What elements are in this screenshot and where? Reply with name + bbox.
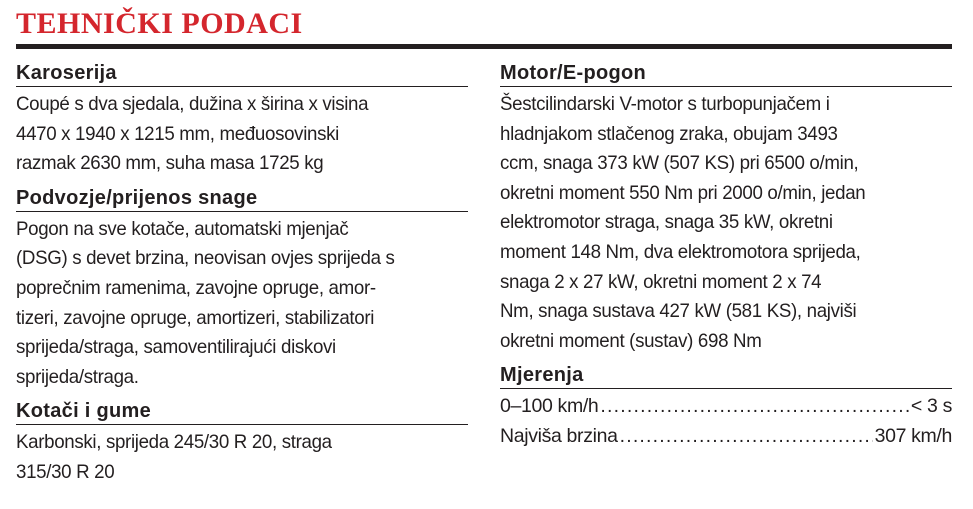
measurement-label: Najviša brzina xyxy=(500,424,618,447)
body-line: razmak 2630 mm, suha masa 1725 kg xyxy=(16,152,324,175)
measurement-value: < 3 s xyxy=(910,395,952,418)
body-line: sprijeda/straga, samoventilirajući diskovi xyxy=(16,336,336,359)
body-line: Karbonski, sprijeda 245/30 R 20, straga xyxy=(16,431,332,454)
section-body xyxy=(16,428,450,487)
body-line: ccm, snaga 373 kW (507 KS) pri 6500 o/min, xyxy=(500,152,859,175)
section-heading: Kotači i gume xyxy=(16,398,468,425)
measurements-list xyxy=(500,392,952,451)
dot-leader xyxy=(600,392,909,422)
section-heading: Karoserija xyxy=(16,60,468,87)
section-motor xyxy=(500,60,952,356)
dot-leader xyxy=(620,422,873,452)
measurement-label: 0–100 km/h xyxy=(500,395,599,418)
body-line: moment 148 Nm, dva elektromotora sprijeda, xyxy=(500,240,861,263)
section-body xyxy=(500,90,934,356)
body-line: poprečnim ramenima, zavojne opruge, amor- xyxy=(16,276,376,299)
body-line: okretni moment 550 Nm pri 2000 o/min, jedan xyxy=(500,181,866,204)
section-heading: Podvozje/prijenos snage xyxy=(16,185,468,212)
body-line: Coupé s dva sjedala, dužina x širina x visina xyxy=(16,93,369,115)
body-line: Šestcilindarski V-motor s turbopunjačem i xyxy=(500,93,830,115)
section-kotaci xyxy=(16,398,468,487)
right-column xyxy=(500,60,952,452)
body-line: Pogon na sve kotače, automatski mjenjač xyxy=(16,217,349,240)
body-line: 315/30 R 20 xyxy=(16,460,115,483)
section-mjerenja xyxy=(500,362,952,451)
body-line: tizeri, zavojne opruge, amortizeri, stabilizatori xyxy=(16,306,375,329)
section-podvozje xyxy=(16,185,468,393)
section-body xyxy=(16,215,450,393)
page-title: TEHNIČKI PODACI xyxy=(16,7,303,40)
body-line: 4470 x 1940 x 1215 mm, međuosovinski xyxy=(16,122,339,145)
body-line: Nm, snaga sustava 427 kW (581 KS), najviši xyxy=(500,300,857,323)
measurement-row xyxy=(500,392,952,422)
body-line: okretni moment (sustav) 698 Nm xyxy=(500,329,762,352)
measurement-row xyxy=(500,422,952,452)
measurement-value: 307 km/h xyxy=(874,424,952,447)
section-body xyxy=(16,90,450,179)
body-line: snaga 2 x 27 kW, okretni moment 2 x 74 xyxy=(500,270,822,293)
title-divider xyxy=(16,44,952,49)
left-column xyxy=(16,60,468,494)
body-line: sprijeda/straga. xyxy=(16,365,139,388)
body-line: elektromotor straga, snaga 35 kW, okretni xyxy=(500,211,833,234)
section-heading: Motor/E-pogon xyxy=(500,60,952,87)
body-line: (DSG) s devet brzina, neovisan ovjes sprijeda s xyxy=(16,247,395,270)
section-karoserija xyxy=(16,60,468,179)
section-heading: Mjerenja xyxy=(500,362,952,389)
body-line: hladnjakom stlačenog zraka, obujam 3493 xyxy=(500,122,838,145)
